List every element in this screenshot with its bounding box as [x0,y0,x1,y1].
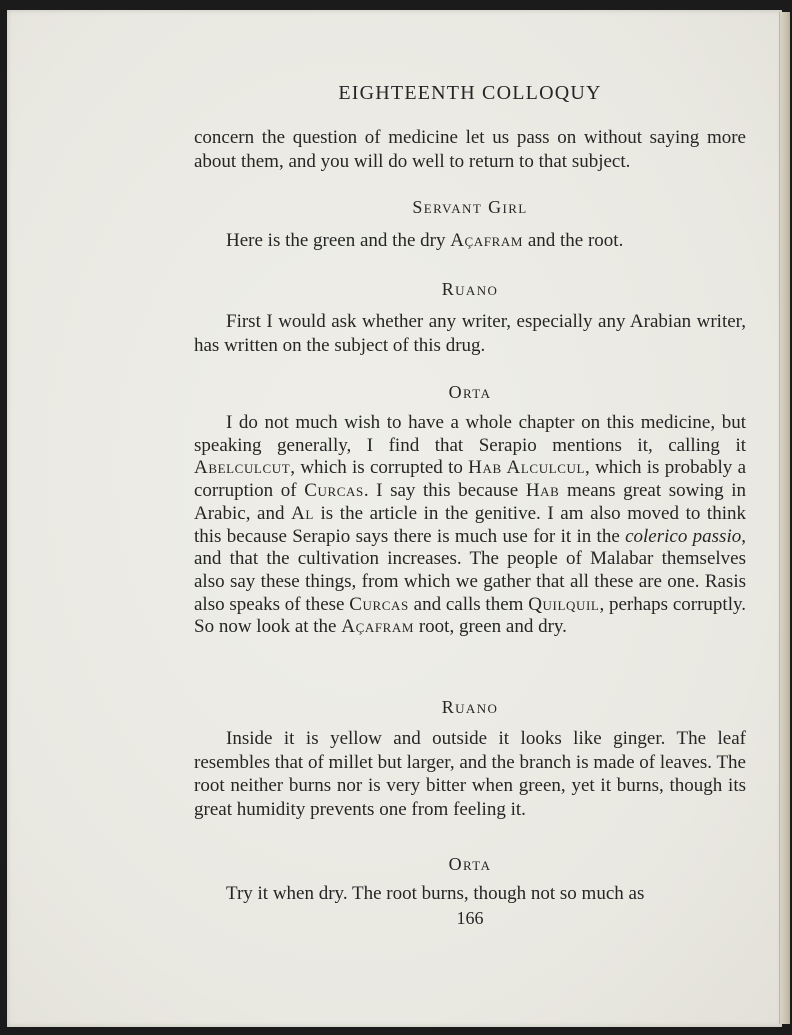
speaker-heading: Ruano [441,279,499,299]
speaker-heading: Servant Girl [412,197,528,217]
text-run: , which is corrupted to [290,457,469,479]
speaker-heading: Orta [448,854,492,874]
paragraph: Inside it is yellow and outside it looks like ginger. The leaf resembles that of millet but larger, and the branch is made of leaves. The root neither burns nor is very bitter when green, yet it burns, though its great humidity prevents one from feeling it. [194,728,746,820]
term-small-caps: Curcas [349,593,409,615]
term-small-caps: Quilquil [528,593,600,615]
text-run: , perhaps corruptly. So now look at the [194,593,746,638]
paragraph-continuation: concern the question of medicine let us pass on without saying more about them, and you will do well to return to that subject. [194,127,746,172]
text-run: and calls them [408,593,529,615]
term-small-caps: Abelculcut [194,457,291,479]
text-run: means great sowing in Arabic, and [194,480,746,524]
running-head: EIGHTEENTH COLLOQUY [338,82,602,104]
text-run: I do not much wish to have a whole chapter on this medicine, but speaking generally, I find that Serapio mentions it, calling it [194,412,746,456]
term-small-caps: Açafram [341,616,415,638]
paragraph [194,412,746,639]
page-edge [779,12,790,1024]
speaker-heading: Ruano [441,697,499,717]
page-number: 166 [456,908,484,928]
text-run: Here is the green and the dry [226,230,451,251]
text-run: , and that the cultivation increases. The people of Malabar themselves also say these things, from which we gather that all these are one. Rasis also speaks of these [194,525,746,615]
italic-phrase: colerico passio [625,525,742,547]
text-run: . I say this because [363,480,526,502]
paragraph: First I would ask whether any writer, especially any Arabian writer, has written on the subject of this drug. [194,311,746,356]
term-small-caps: Al [291,502,314,524]
text-run: is the article in the genitive. I am also moved to think this because Serapio says there is much use for it in the [194,502,746,547]
speaker-heading: Orta [448,382,492,402]
text-run: , which is probably a corruption of [194,457,746,502]
text-run: and the root. [523,230,624,251]
term-small-caps: Curcas [304,480,364,502]
term-small-caps: Açafram [450,230,524,251]
paragraph [194,229,746,253]
term-small-caps: Hab [525,480,560,502]
term-small-caps: Hab Alculcul [468,457,586,479]
paragraph: Try it when dry. The root burns, though not so much as [226,883,645,904]
book-page [7,10,782,1027]
text-run: root, green and dry. [414,616,567,638]
